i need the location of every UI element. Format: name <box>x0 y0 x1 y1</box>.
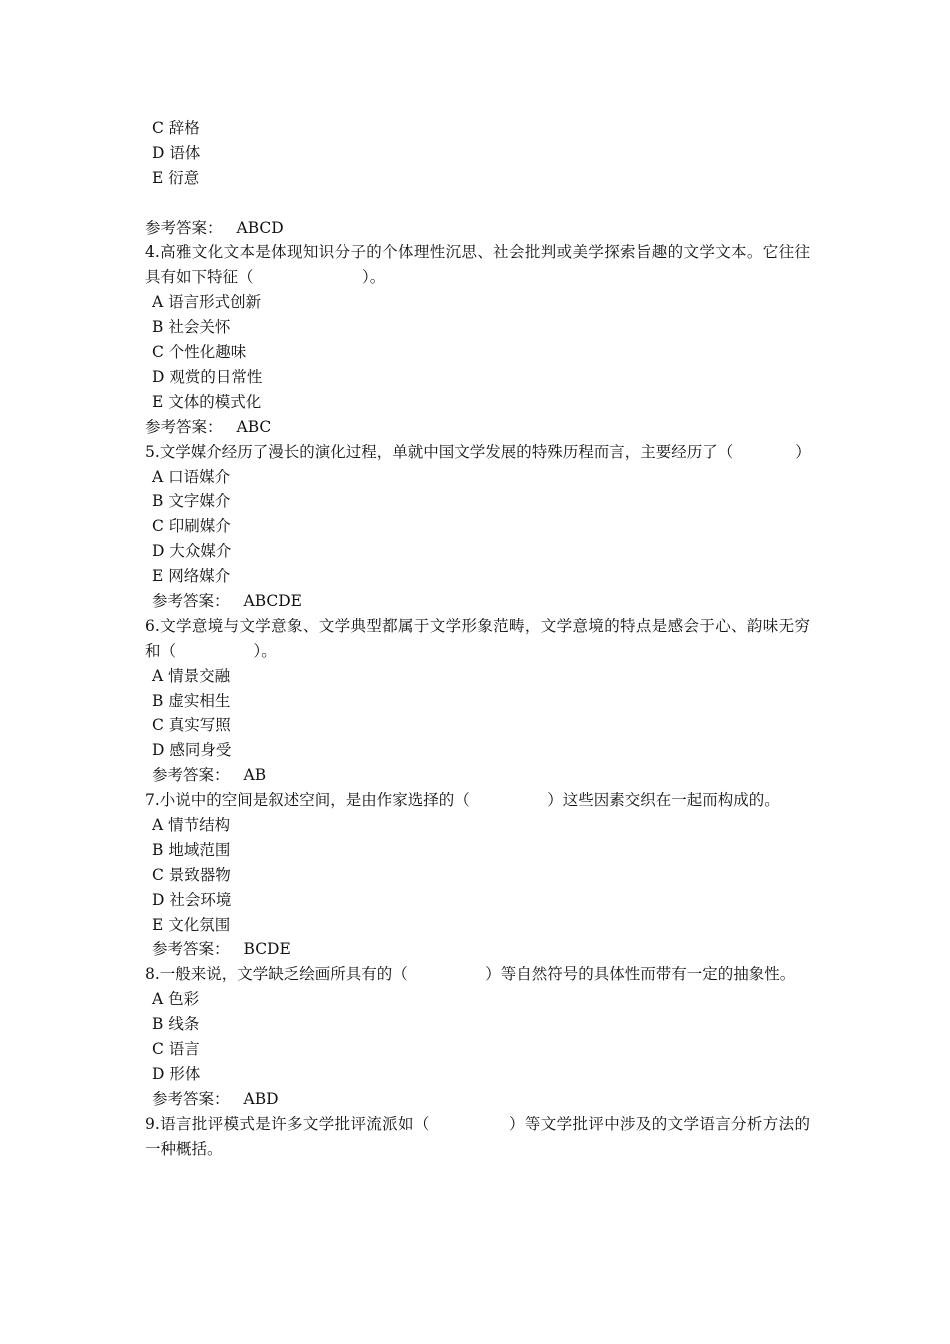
question-5: 5.文学媒介经历了漫长的演化过程，单就中国文学发展的特殊历程而言，主要经历了（ ） <box>145 442 811 461</box>
option: E 文体的模式化 <box>152 392 262 411</box>
option: D 形体 <box>152 1064 201 1083</box>
option: D 感同身受 <box>152 741 232 760</box>
question-9: 9.语言批评模式是许多文学批评流派如（ ）等文学批评中涉及的文学语言分析方法的一种概括。 <box>145 1114 810 1158</box>
option: B 文字媒介 <box>152 492 231 511</box>
answer-line <box>145 415 810 440</box>
question-7: 7.小说中的空间是叙述空间，是由作家选择的（ ）这些因素交织在一起而构成的。 <box>145 791 780 810</box>
option: B 社会关怀 <box>152 318 231 337</box>
option: A 口语媒介 <box>152 467 231 486</box>
question-8: 8.一般来说，文学缺乏绘画所具有的（ ）等自然符号的具体性而带有一定的抽象性。 <box>145 965 796 984</box>
option-e: E 衍意 <box>152 168 200 187</box>
answer-value: AB <box>243 766 267 785</box>
option: C 个性化趣味 <box>152 343 247 362</box>
answer-value: ABCDE <box>243 591 302 610</box>
option: A 色彩 <box>152 990 200 1009</box>
answer-label: 参考答案： <box>145 417 223 436</box>
answer-label: 参考答案： <box>152 940 230 959</box>
answer-value: ABCD <box>236 218 284 237</box>
option: D 大众媒介 <box>152 542 232 561</box>
option: C 真实写照 <box>152 716 231 735</box>
answer-value: BCDE <box>243 940 291 959</box>
answer-line <box>145 589 810 614</box>
option: B 虚实相生 <box>152 691 231 710</box>
blank-line <box>145 191 810 216</box>
option: A 语言形式创新 <box>152 293 262 312</box>
option: D 观赏的日常性 <box>152 367 263 386</box>
question-4: 4.高雅文化文本是体现知识分子的个体理性沉思、社会批判或美学探索旨趣的文学文本。它往往具有如下特征（ ）。 <box>145 243 810 287</box>
option: A 情节结构 <box>152 816 231 835</box>
answer-line <box>145 763 810 788</box>
answer-value: ABC <box>236 417 272 436</box>
option: B 线条 <box>152 1015 200 1034</box>
option: D 社会环境 <box>152 890 232 909</box>
answer-value: ABD <box>243 1089 279 1108</box>
answer-label: 参考答案： <box>152 591 230 610</box>
answer-label: 参考答案： <box>145 218 223 237</box>
document-content <box>145 116 810 1162</box>
answer-label: 参考答案： <box>152 766 230 785</box>
option: C 语言 <box>152 1040 200 1059</box>
option: C 景致器物 <box>152 865 231 884</box>
answer-label: 参考答案： <box>152 1089 230 1108</box>
answer-line <box>145 216 810 241</box>
option: A 情景交融 <box>152 666 231 685</box>
option: C 印刷媒介 <box>152 517 231 536</box>
option: B 地域范围 <box>152 840 231 859</box>
option: E 网络媒介 <box>152 567 231 586</box>
question-6: 6.文学意境与文学意象、文学典型都属于文学形象范畴，文学意境的特点是感会于心、韵味无穷和（ ）。 <box>145 616 810 660</box>
option-d: D 语体 <box>152 143 201 162</box>
option: E 文化氛围 <box>152 915 231 934</box>
answer-line <box>145 1087 810 1112</box>
option-c: C 辞格 <box>152 119 200 137</box>
answer-line <box>145 937 810 962</box>
